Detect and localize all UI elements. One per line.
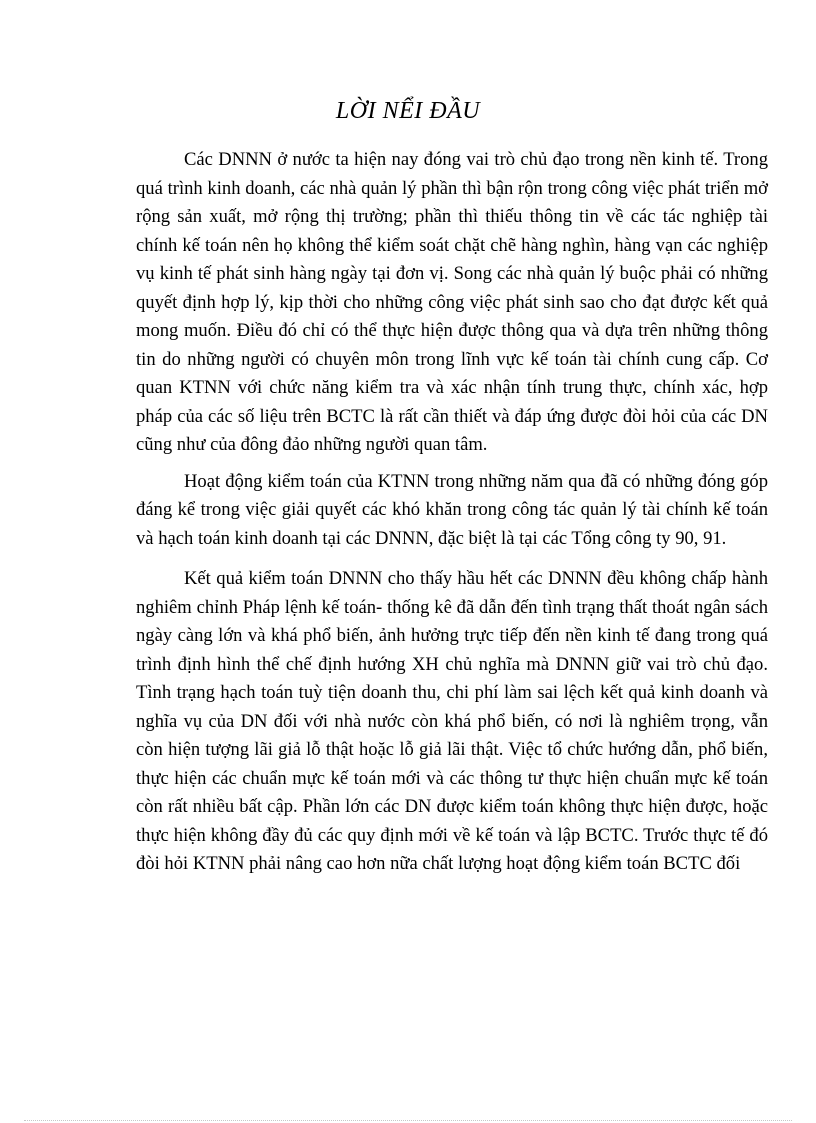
paragraph-1: Các DNNN ở nước ta hiện nay đóng vai trò chủ đạo trong nền kinh tế. Trong quá trình kinh doanh, các nhà quản lý phần thì bận rộn trong công việc phát triển mở rộng sản xuất, mở rộng thị trường; phần thì thiếu thông tin về các tác nghiệp tài chính kế toán nên họ không thể kiểm soát chặt chẽ hàng nghìn, hàng vạn các nghiệp vụ kinh tế phát sinh hàng ngày tại đơn vị. Song các nhà quản lý buộc phải có những quyết định hợp lý, kịp thời cho những công việc phát sinh sao cho đạt được kết quả mong muốn. Điều đó chỉ có thể thực hiện được thông qua và dựa trên những thông tin do những người có chuyên môn trong lĩnh vực kế toán tài chính cung cấp. Cơ quan KTNN với chức năng kiểm tra và xác nhận tính trung thực, chính xác, hợp pháp của các số liệu trên BCTC là rất cần thiết và đáp ứng được đòi hỏi của các DN cũng như của đông đảo những người quan tâm. xyxy=(136,149,768,455)
document-body xyxy=(136,146,768,879)
page-title: LỜI NỂI ĐẦU xyxy=(335,98,481,124)
page-bottom-divider xyxy=(24,1120,792,1121)
paragraph-2: Hoạt động kiểm toán của KTNN trong những năm qua đã có những đóng góp đáng kể trong việc giải quyết các khó khăn trong công tác quản lý tài chính kế toán và hạch toán kinh doanh tại các DNNN, đặc biệt là tại các Tổng công ty 90, 91. xyxy=(136,470,768,549)
paragraph-3: Kết quả kiểm toán DNNN cho thấy hầu hết các DNNN đều không chấp hành nghiêm chỉnh Pháp lệnh kế toán- thống kê đã dẫn đến tình trạng thất thoát ngân sách ngày càng lớn và khá phổ biến, ảnh hưởng trực tiếp đến nền kinh tế đang trong quá trình định hình thể chế định hướng XH chủ nghĩa mà DNNN giữ vai trò chủ đạo. Tình trạng hạch toán tuỳ tiện doanh thu, chi phí làm sai lệch kết quả kinh doanh và nghĩa vụ của DN đối với nhà nước còn khá phổ biến, có nơi là nghiêm trọng, vẫn còn hiện tượng lãi giả lỗ thật hoặc lỗ giả lãi thật. Việc tổ chức hướng dẫn, phổ biến, thực hiện các chuẩn mực kế toán mới và các thông tư thực hiện chuẩn mực kế toán còn rất nhiều bất cập. Phần lớn các DN được kiểm toán không thực hiện được, hoặc thực hiện không đầy đủ các quy định mới về kế toán và lập BCTC. Trước thực tế đó đòi hỏi KTNN phải nâng cao hơn nữa chất lượng hoạt động kiểm toán BCTC đối xyxy=(136,568,768,874)
